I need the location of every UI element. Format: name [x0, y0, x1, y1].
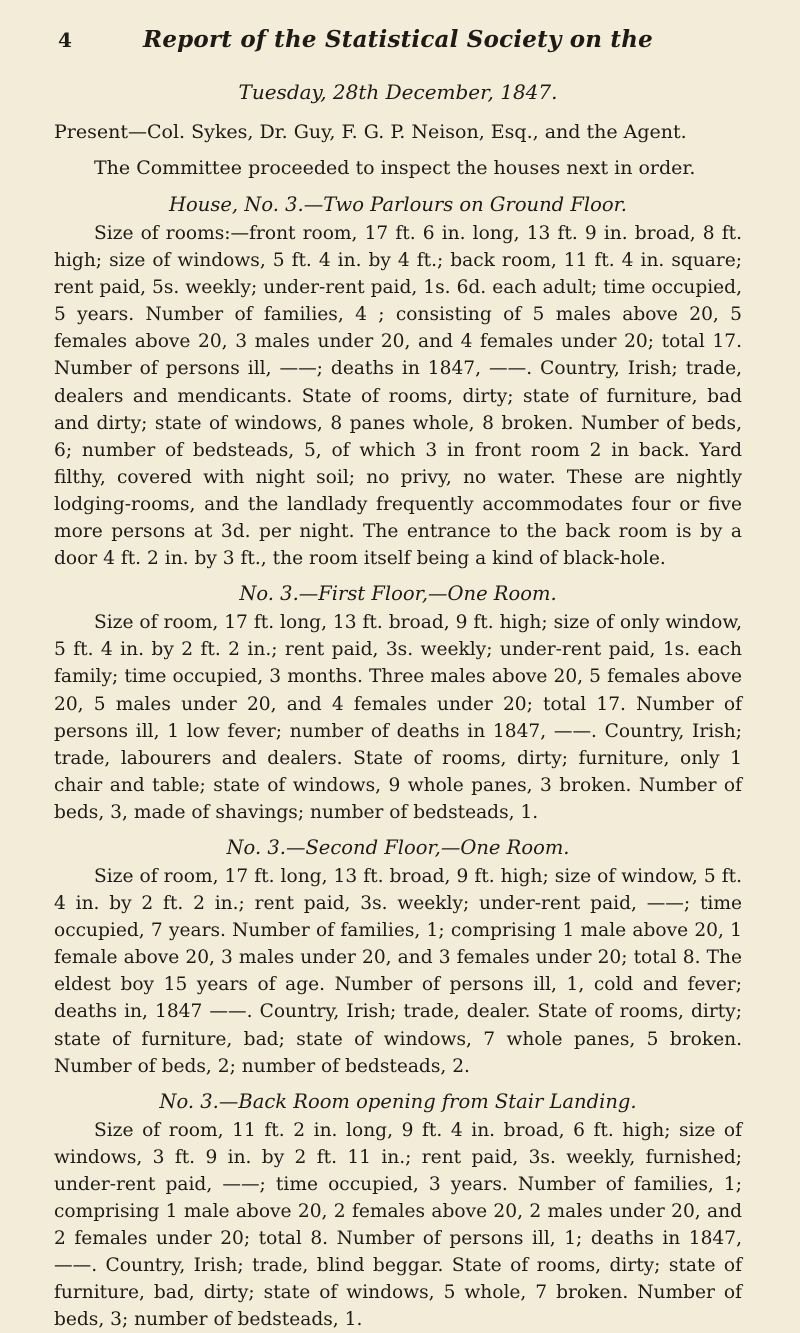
meeting-date: Tuesday, 28th December, 1847.: [238, 80, 558, 104]
attendees-line: Present—Col. Sykes, Dr. Guy, F. G. P. Neison, Esq., and the Agent.: [54, 121, 687, 143]
page-number: 4: [58, 28, 72, 52]
section-body-second-floor: Size of room, 17 ft. long, 13 ft. broad, 9 ft. high; size of window, 5 ft. 4 in. by 2 ft. 2 in.; rent paid, 3s. weekly; under-rent paid, ——; time occupied, 7 years. Number of families, 1; comprising 1 male above 20, 1 female above 20, 3 males under 20, and 3 females under 20; total 8. The eldest boy 15 years of age. Number of persons ill, 1, cold and fever; deaths in, 1847 ——. Country, Irish; trade, dealer. State of rooms, dirty; state of furniture, bad; state of windows, 7 whole panes, 5 broken. Number of beds, 2; number of bedsteads, 2.: [54, 865, 742, 1077]
section-body-first-floor: Size of room, 17 ft. long, 13 ft. broad, 9 ft. high; size of only window, 5 ft. 4 in. by 2 ft. 2 in.; rent paid, 3s. weekly; under-rent paid, 1s. each family; time occupied, 3 months. Three males above 20, 5 females above 20, 5 males under 20, and 4 females under 20; total 17. Number of persons ill, 1 low fever; number of deaths in 1847, ——. Country, Irish; trade, labourers and dealers. State of rooms, dirty; furniture, only 1 chair and table; state of windows, 9 whole panes, 3 broken. Number of beds, 3, made of shavings; number of bedsteads, 1.: [54, 612, 742, 823]
section-body-ground-floor: Size of rooms:—front room, 17 ft. 6 in. long, 13 ft. 9 in. broad, 8 ft. high; size of windows, 5 ft. 4 in. by 4 ft.; back room, 11 ft. 4 in. square; rent paid, 5s. weekly; under-rent paid, 1s. 6d. each adult; time occupied, 5 years. Number of families, 4 ; consisting of 5 males above 20, 5 females above 20, 3 males under 20, and 4 females under 20; total 17. Number of persons ill, ——; deaths in 1847, ——. Country, Irish; trade, dealers and mendicants. State of rooms, dirty; state of furniture, bad and dirty; state of windows, 8 panes whole, 8 broken. Number of beds, 6; number of bedsteads, 5, of which 3 in front room 2 in back. Yard filthy, covered with night soil; no privy, no water. These are nightly lodging-rooms, and the landlady frequently accommodates four or five more persons at 3d. per night. The entrance to the back room is by a door 4 ft. 2 in. by 3 ft., the room itself being a kind of black-hole.: [54, 223, 742, 570]
page-header: [54, 0, 742, 58]
section-heading-back-room: No. 3.—Back Room opening from Stair Landing.: [159, 1089, 637, 1113]
section-body-back-room: Size of room, 11 ft. 2 in. long, 9 ft. 4 in. broad, 6 ft. high; size of windows, 3 ft. 9 in. by 2 ft. 11 in.; rent paid, 3s. weekly, furnished; under-rent paid, ——; time occupied, 3 years. Number of families, 1; comprising 1 male above 20, 2 females above 20, 2 males under 20, and 2 females under 20; total 8. Number of persons ill, 1; deaths in 1847, ——. Country, Irish; trade, blind beggar. State of rooms, dirty; state of furniture, bad, dirty; state of windows, 5 whole, 7 broken. Number of beds, 3; number of bedsteads, 1.: [54, 1119, 742, 1331]
section-heading-ground-floor: House, No. 3.—Two Parlours on Ground Floor.: [169, 193, 627, 216]
intro-paragraph: The Committee proceeded to inspect the houses next in order.: [94, 157, 696, 179]
running-head: Report of the Statistical Society on the: [143, 26, 653, 53]
section-heading-first-floor: No. 3.—First Floor,—One Room.: [239, 582, 557, 606]
section-heading-second-floor: No. 3.—Second Floor,—One Room.: [226, 835, 570, 859]
